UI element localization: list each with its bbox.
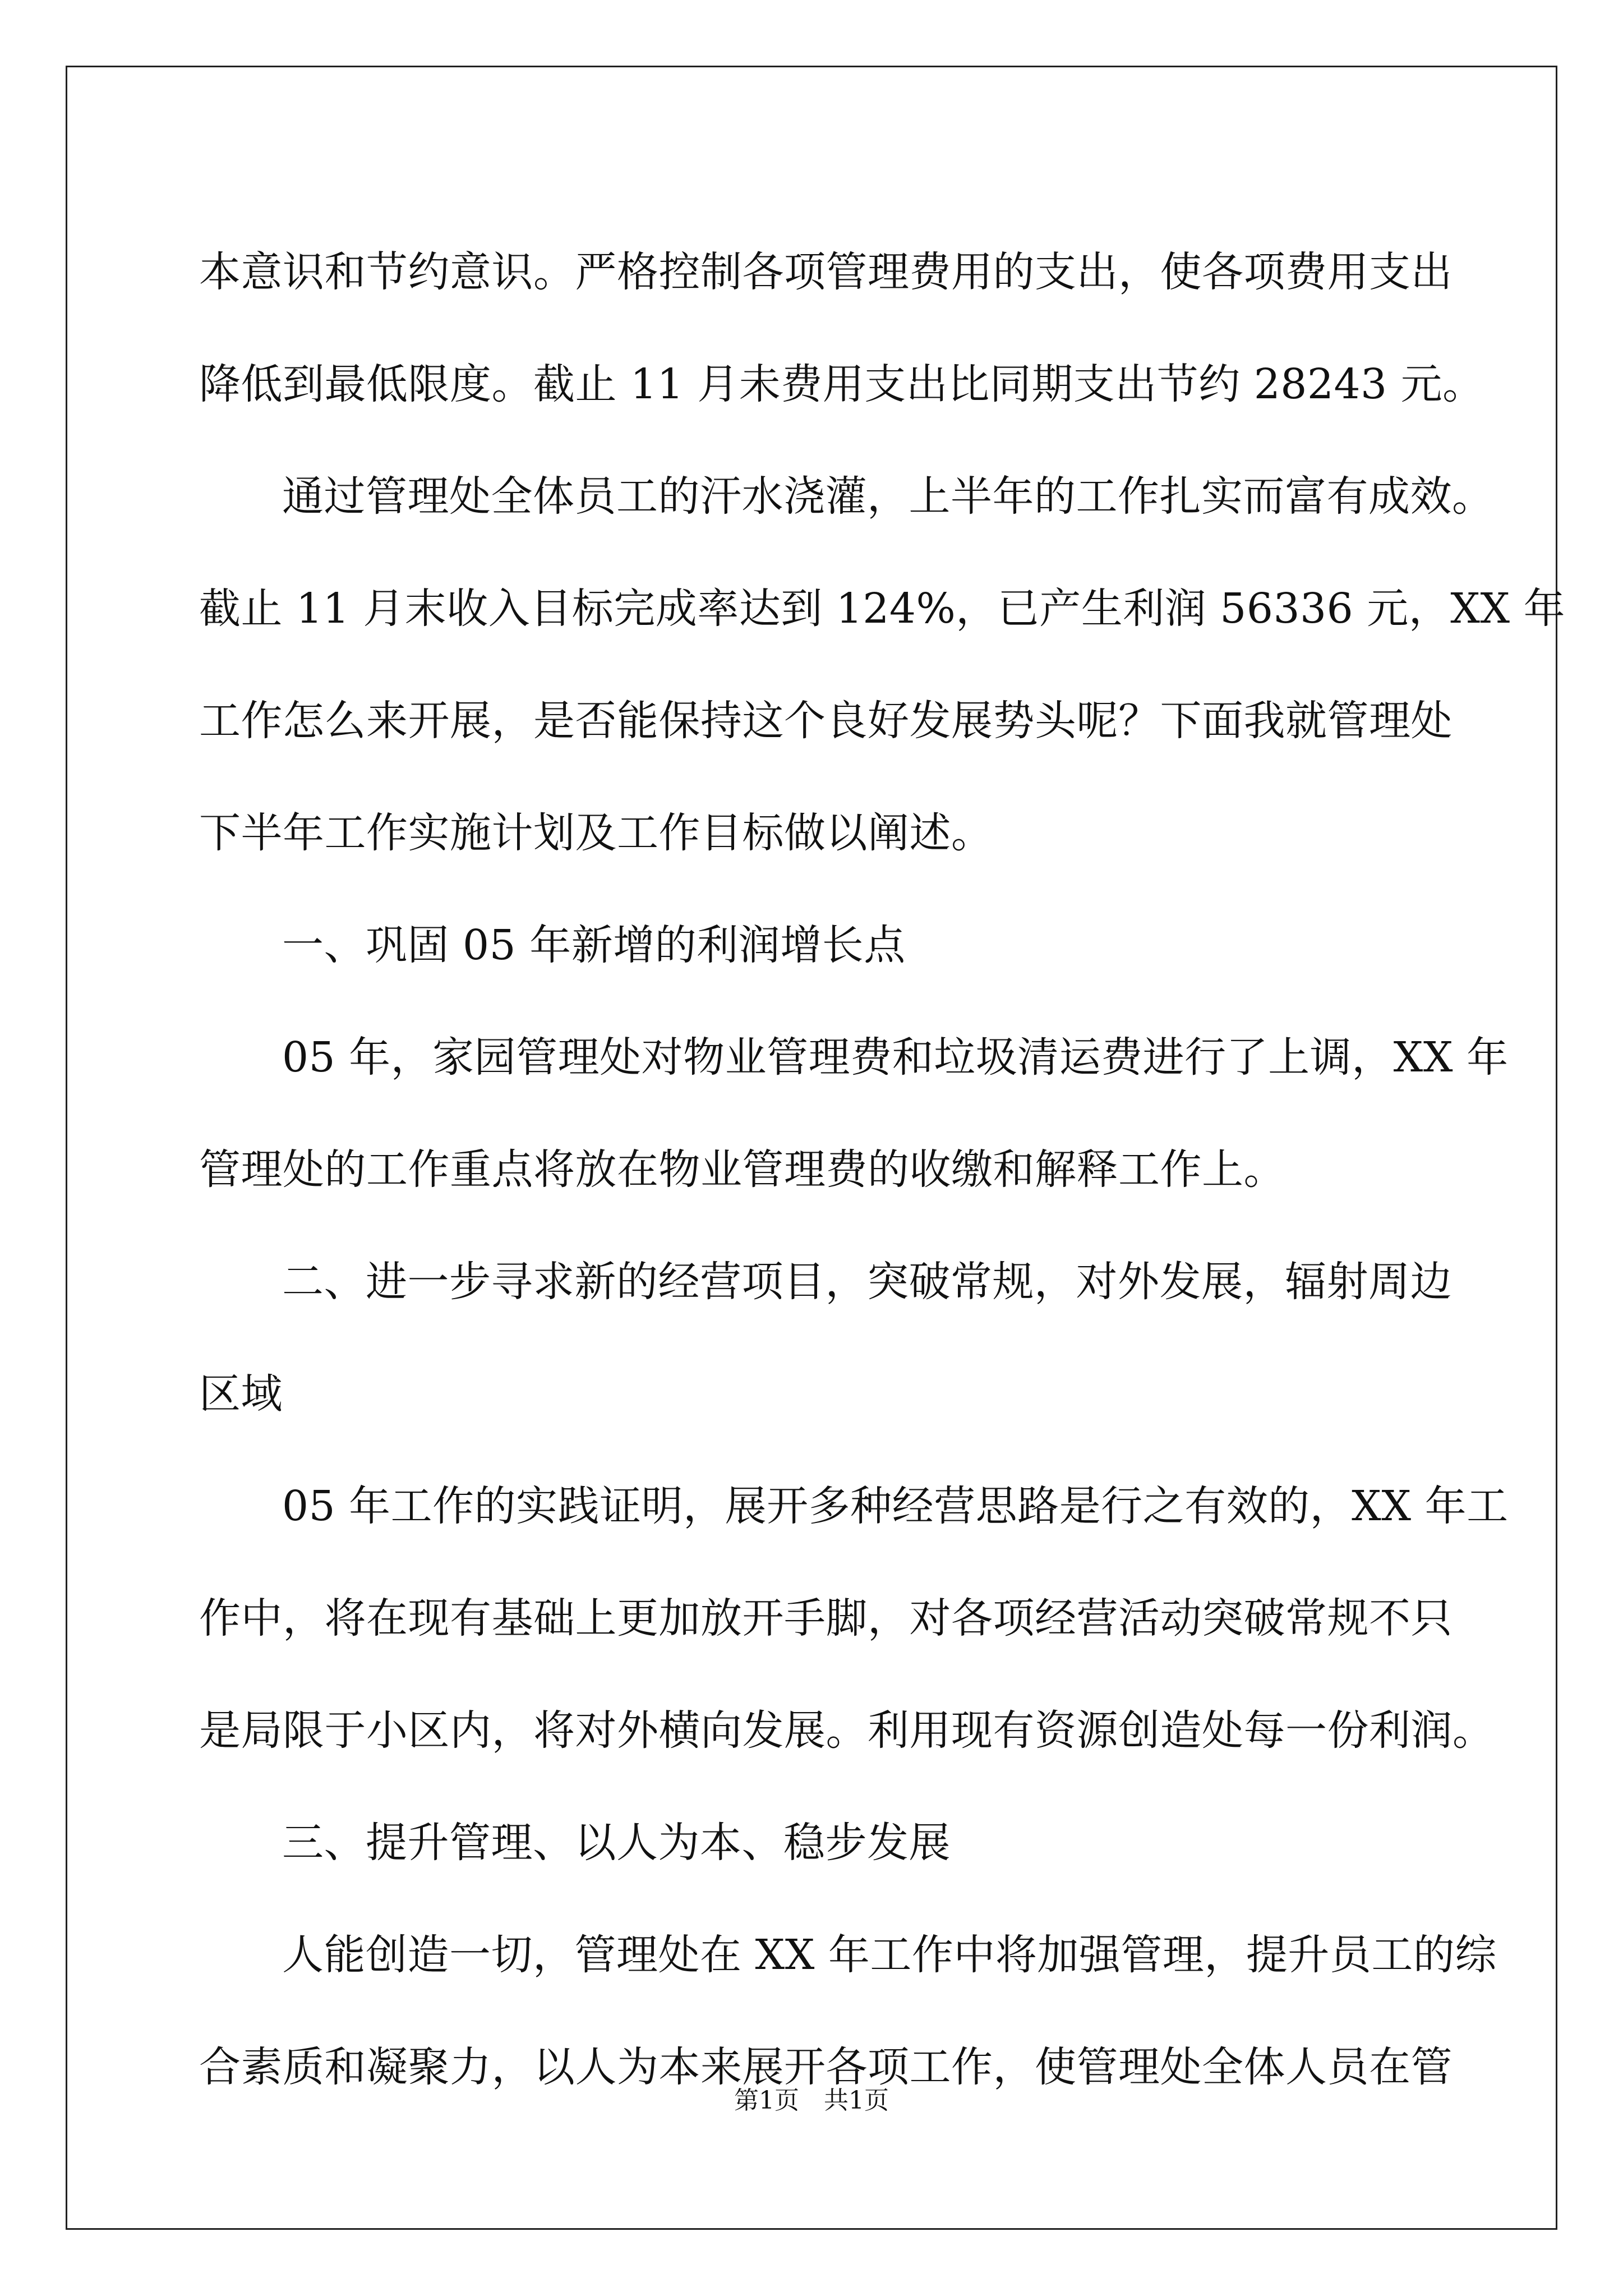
text-line-12: 05 年工作的实践证明，展开多种经营思路是行之有效的，XX 年工 — [282, 1482, 1509, 1530]
section-heading-1: 一、巩固 05 年新增的利润增长点 — [282, 921, 906, 969]
text-line-16: 人能创造一切，管理处在 XX 年工作中将加强管理，提升员工的综 — [282, 1931, 1497, 1979]
section-heading-2: 二、进一步寻求新的经营项目，突破常规，对外发展，辐射周边 — [282, 1258, 1452, 1306]
text-line-14: 是局限于小区内，将对外横向发展。利用现有资源创造处每一份利润。 — [199, 1706, 1495, 1755]
document-body — [199, 216, 1566, 2123]
text-line-3: 通过管理处全体员工的汗水浇灌，上半年的工作扎实而富有成效。 — [282, 472, 1494, 521]
text-line-9: 管理处的工作重点将放在物业管理费的收缴和解释工作上。 — [199, 1145, 1285, 1194]
text-line-2: 降低到最低限度。截止 11 月未费用支出比同期支出节约 28243 元。 — [199, 360, 1484, 408]
section-heading-3: 三、提升管理、以人为本、稳步发展 — [282, 1819, 951, 1867]
text-line-17: 合素质和凝聚力，以人为本来展开各项工作，使管理处全体人员在管 — [199, 2043, 1453, 2091]
text-line-1: 本意识和节约意识。严格控制各项管理费用的支出，使各项费用支出 — [199, 248, 1453, 296]
text-line-6: 下半年工作实施计划及工作目标做以阐述。 — [199, 809, 993, 857]
page-number-footer: 第1页 共1页 — [734, 2086, 889, 2115]
section-heading-2-cont: 区域 — [199, 1370, 283, 1418]
text-line-4: 截止 11 月末收入目标完成率达到 124%，已产生利润 56336 元，XX 年 — [199, 585, 1566, 633]
text-line-5: 工作怎么来开展，是否能保持这个良好发展势头呢？下面我就管理处 — [199, 697, 1453, 745]
text-line-13: 作中，将在现有基础上更加放开手脚，对各项经营活动突破常规不只 — [199, 1594, 1453, 1642]
text-line-8: 05 年，家园管理处对物业管理费和垃圾清运费进行了上调，XX 年 — [282, 1033, 1509, 1082]
